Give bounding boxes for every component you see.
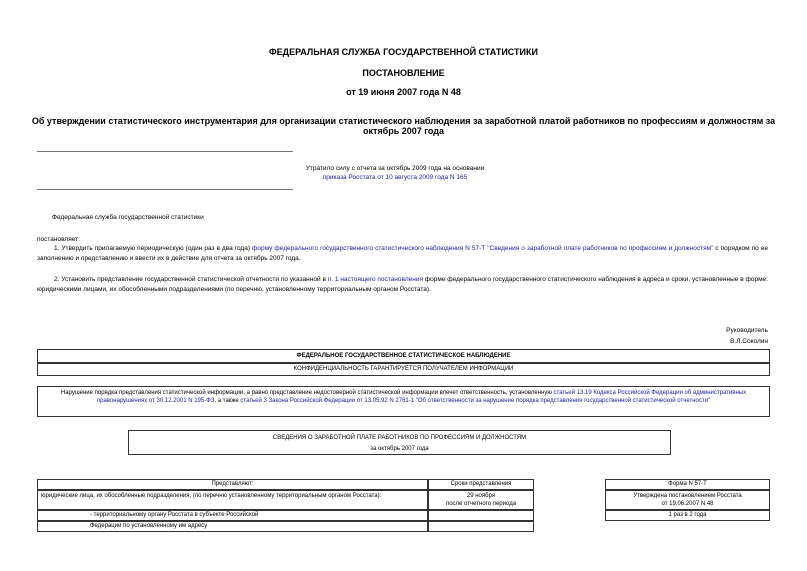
col-header-submit: Представляют: xyxy=(37,479,428,490)
form-approval-box xyxy=(605,490,770,510)
form-approval-date: от 19.06.2007 N 48 xyxy=(661,501,714,507)
deadline-note: после отчетного периода xyxy=(445,501,517,507)
deadline-date: 29 ноября xyxy=(466,493,496,499)
expired-notice xyxy=(240,164,550,182)
divider-top xyxy=(37,151,293,152)
form-approval: Утверждена постановлением Росстата xyxy=(633,493,742,499)
paragraph-2 xyxy=(37,275,768,295)
report-title-box xyxy=(128,430,671,455)
col-header-form: Форма N 57-Т xyxy=(605,479,770,490)
form-57t-link[interactable]: форму федерального государственного статистического наблюдения N 57-Т "Сведения о заработной плате работников по профессиям и должностям" xyxy=(250,245,714,252)
liability-warning-mid: , а также xyxy=(214,398,241,404)
confidential-banner: КОНФИДЕНЦИАЛЬНОСТЬ ГАРАНТИРУЕТСЯ ПОЛУЧАТЕЛЕМ ИНФОРМАЦИИ xyxy=(37,363,770,376)
divider-bottom xyxy=(37,189,293,190)
table-row-territorial: - территориальному органу Росстата в субъекте Российской xyxy=(37,510,428,521)
document-type: ПОСТАНОВЛЕНИЕ xyxy=(362,68,445,78)
decrees-line: постановляет: xyxy=(37,236,80,243)
agency-line: Федеральная служба государственной статистики xyxy=(52,214,204,221)
clause-1-link[interactable]: п. 1 настоящего постановления xyxy=(327,276,423,283)
document-title: Об утверждении статистического инструментария для организации статистического наблюдения за заработной платой работников по профессиям и должностям за октябрь 2007 года xyxy=(31,116,776,136)
paragraph-2-end: форме федерального государственного статистического наблюдения в адреса и сроки, установленные в форме: юридическими лицами, их обособленными подразделениями (по перечню, установленному территориальным органом Росстата). xyxy=(37,276,768,293)
paragraph-2-start: 2. Установить представление государственной статистической отчетности по указанной в xyxy=(54,276,328,283)
liability-warning-start: Нарушение порядка представления статистической информации, а равно представление недостоверной статистической информации влечет ответственность, установленную xyxy=(60,390,554,396)
frequency-box: 1 раз в 2 года xyxy=(605,510,770,521)
signature-role: Руководитель xyxy=(726,327,768,334)
table-row-deadline xyxy=(428,490,534,510)
paragraph-1-end: с порядком по ее заполнению и представлению и ввести их в действие для отчета за октябрь 2007 года. xyxy=(37,245,769,262)
koap-article-link[interactable]: статьей 13.19 Кодекса Российской Федерации об административных правонарушениях от 30.12.2001 N 195-ФЗ xyxy=(96,390,747,404)
col-header-deadline: Сроки представления xyxy=(428,479,534,490)
paragraph-1 xyxy=(37,244,768,264)
report-title: СВЕДЕНИЯ О ЗАРАБОТНОЙ ПЛАТЕ РАБОТНИКОВ ПО ПРОФЕССИЯМ И ДОЛЖНОСТЯМ xyxy=(272,435,527,441)
table-row-territorial-deadline xyxy=(428,510,534,521)
observation-banner: ФЕДЕРАЛЬНОЕ ГОСУДАРСТВЕННОЕ СТАТИСТИЧЕСКОЕ НАБЛЮДЕНИЕ xyxy=(37,349,770,363)
expired-notice-text: Утратило силу с отчета за октябрь 2009 года на основании xyxy=(305,165,485,172)
table-row-address-deadline xyxy=(428,521,534,532)
report-period: за октябрь 2007 года xyxy=(370,446,429,452)
signature-name: В.Л.Соколин xyxy=(730,338,768,345)
document-date: от 19 июня 2007 года N 48 xyxy=(346,87,461,97)
table-row-address: Федерации по установленному им адресу xyxy=(37,521,428,532)
agency-heading: ФЕДЕРАЛЬНАЯ СЛУЖБА ГОСУДАРСТВЕННОЙ СТАТИСТИКИ xyxy=(269,47,538,57)
law-article-link[interactable]: статьей 3 Закона Российской Федерации от 13.05.92 N 2761-1 "Об ответственности за нарушение порядка представления государственной статистической отчетности" xyxy=(240,398,711,404)
table-row-submitters: юридические лица, их обособленные подразделения, (по перечню установленному территориальным органом Росстата): xyxy=(37,490,428,510)
liability-warning xyxy=(37,386,770,417)
expired-notice-link[interactable]: приказа Росстата от 10 августа 2009 года N 165 xyxy=(322,174,468,181)
paragraph-1-start: 1. Утвердить прилагаемую периодическую (один раз в два года) xyxy=(54,245,251,252)
